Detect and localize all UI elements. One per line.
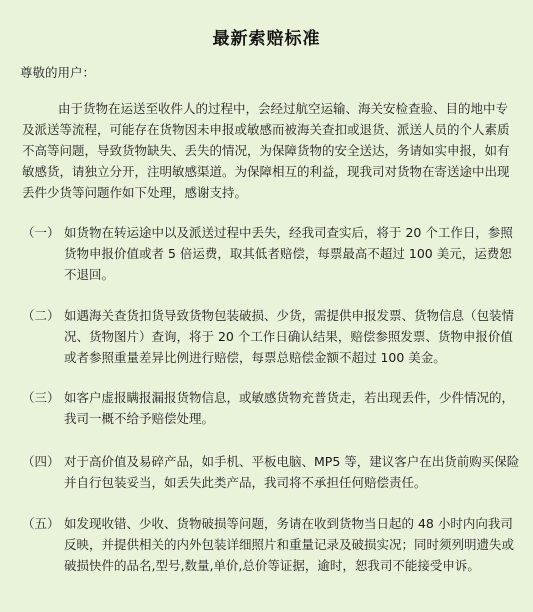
intro-paragraph: 由于货物在运送至收件人的过程中，会经过航空运输、海关安检查验、目的地中专及派送等流程，可能存在货物因未申报或敏感而被海关查扣或退货、派送人员的个人素质不高等问题，导致货物缺失、丢失的情况，为保障货物的安全送达，务请如实申报，如有敏感货，请独立分开，注明敏感渠道。为保障相互的利益，现我司对货物在寄送途中出现丢件少货等问题作如下处理，感谢支持。	[22, 101, 510, 200]
policy-item-number: （一）	[22, 225, 60, 240]
policy-item-number: （五）	[22, 516, 60, 531]
greeting: 尊敬的用户：	[20, 65, 96, 80]
policy-item-text: 如发现收错、少收、货物破损等问题，务请在收到货物当日起的 48 小时内向我司反映，并提供相关的内外包装详细照片和重量记录及破损实况；同时须列明遗失或破损快件的品名,型号,数量,单价,总价等证据，逾时，恕我司不能接受申诉。	[64, 516, 515, 573]
policy-item-text: 如遇海关查货扣货导致货物包装破损、少货，需提供申报发票、货物信息（包装情况、货物图片）查询，将于 20 个工作日确认结果，赔偿参照发票、货物申报价值或者参照重量差异比例进行赔偿，每票总赔偿金额不超过 100 美金。	[64, 308, 515, 365]
policy-item-5	[22, 513, 522, 576]
policy-item-text: 如货物在转运途中以及派送过程中丢失，经我司查实后，将于 20 个工作日，参照货物申报价值或者 5 倍运费，取其低者赔偿，每票最高不超过 100 美元，运费恕不退回。	[64, 225, 513, 282]
policy-item-text: 如客户虚报瞒报漏报货物信息，或敏感货物充普货走，若出现丢件，少件情况的，我司一概不给予赔偿处理。	[64, 390, 515, 426]
policy-item-4	[22, 451, 522, 493]
policy-item-number: （四）	[22, 454, 60, 469]
policy-item-number: （三）	[22, 390, 60, 405]
policy-item-3	[22, 387, 522, 429]
policy-item-2	[22, 305, 522, 368]
document-title: 最新索赔标准	[212, 29, 321, 49]
policy-item-1	[22, 222, 522, 285]
policy-item-number: （二）	[22, 308, 60, 323]
policy-item-text: 对于高价值及易碎产品，如手机、平板电脑、MP5 等，建议客户在出货前购买保险并自行包装妥当，如丢失此类产品，我司将不承担任何赔偿责任。	[64, 454, 520, 490]
